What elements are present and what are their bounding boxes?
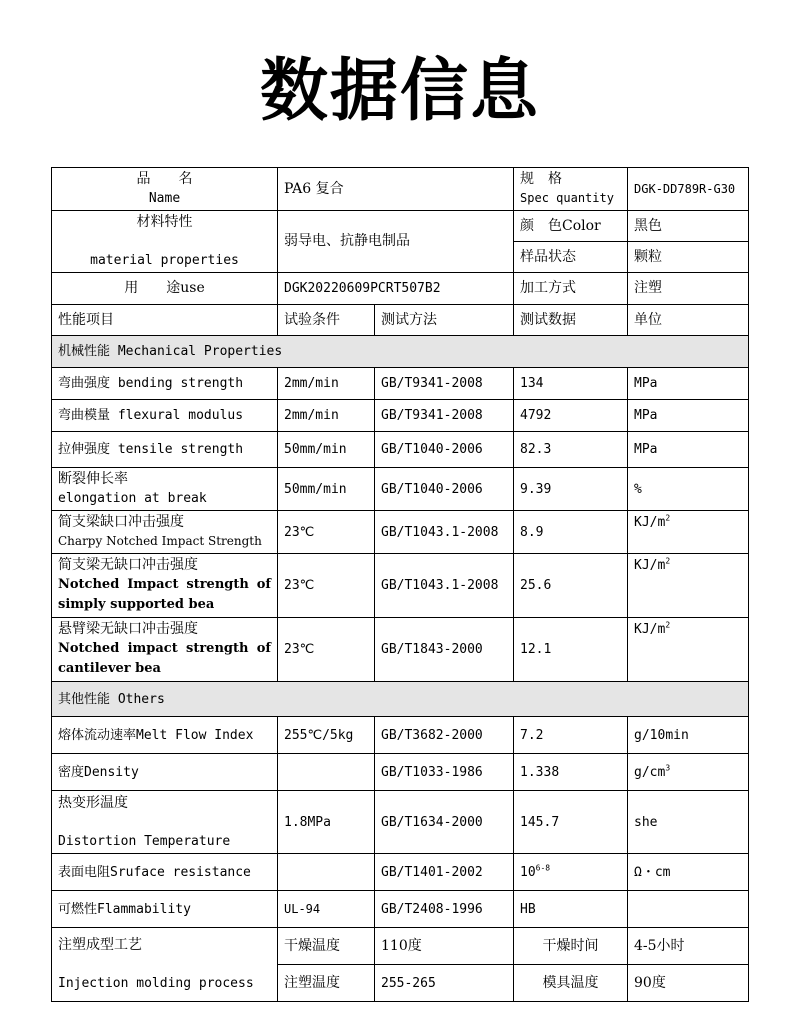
process-label: 加工方式 bbox=[514, 273, 628, 305]
value-cell: 10$^{6-8}$ bbox=[514, 854, 628, 891]
value-cell: 9.39 bbox=[514, 468, 628, 511]
dry-temp-value: 110度 bbox=[375, 928, 514, 965]
item-cell: 表面电阻Sruface resistance bbox=[52, 854, 278, 891]
unit-cell: MPa bbox=[628, 432, 749, 468]
mold-temp-value: 90度 bbox=[628, 965, 749, 1002]
use-value: DGK20220609PCRT507B2 bbox=[278, 273, 514, 305]
unit-cell: $KJ/m^2$ bbox=[628, 618, 749, 682]
data-sheet-table bbox=[51, 167, 749, 1002]
spec-value: DGK-DD789R-G30 bbox=[628, 168, 749, 211]
table-row bbox=[52, 400, 749, 432]
condition-cell: 2mm/min bbox=[278, 368, 375, 400]
value-cell: 12.1 bbox=[514, 618, 628, 682]
item-cell: 密度Density bbox=[52, 754, 278, 791]
use-label: 用 途use bbox=[52, 273, 278, 305]
mold-temp-label: 模具温度 bbox=[514, 965, 628, 1002]
method-cell: GB/T2408-1996 bbox=[375, 891, 514, 928]
unit-cell: she bbox=[628, 791, 749, 854]
column-header: 单位 bbox=[628, 305, 749, 336]
table-row bbox=[52, 891, 749, 928]
value-cell: HB bbox=[514, 891, 628, 928]
condition-cell: 50mm/min bbox=[278, 432, 375, 468]
method-cell: GB/T3682-2000 bbox=[375, 717, 514, 754]
color-label: 颜 色Color bbox=[514, 211, 628, 242]
column-header: 测试数据 bbox=[514, 305, 628, 336]
condition-cell bbox=[278, 854, 375, 891]
color-value: 黑色 bbox=[628, 211, 749, 242]
dry-temp-label: 干燥温度 bbox=[278, 928, 375, 965]
section-header-others bbox=[52, 682, 749, 717]
section-title: 其他性能 Others bbox=[52, 682, 749, 717]
unit-cell: MPa bbox=[628, 400, 749, 432]
item-cell: 简支梁无缺口冲击强度 Notched Impact strength of simply supported bea bbox=[52, 554, 278, 618]
column-header: 测试方法 bbox=[375, 305, 514, 336]
unit-cell bbox=[628, 891, 749, 928]
table-row bbox=[52, 717, 749, 754]
method-cell: GB/T9341-2008 bbox=[375, 368, 514, 400]
item-cell: 热变形温度 Distortion Temperature bbox=[52, 791, 278, 854]
value-cell: 7.2 bbox=[514, 717, 628, 754]
table-row bbox=[52, 928, 749, 965]
method-cell: GB/T1401-2002 bbox=[375, 854, 514, 891]
value-cell: 8.9 bbox=[514, 511, 628, 554]
method-cell: GB/T1043.1-2008 bbox=[375, 511, 514, 554]
condition-cell: 23℃ bbox=[278, 511, 375, 554]
unit-cell: $KJ/m^2$ bbox=[628, 511, 749, 554]
unit-cell: $KJ/m^2$ bbox=[628, 554, 749, 618]
column-header: 性能项目 bbox=[52, 305, 278, 336]
table-row bbox=[52, 468, 749, 511]
spec-label: 规 格 Spec quantity bbox=[514, 168, 628, 211]
item-cell: 简支梁缺口冲击强度 Charpy Notched Impact Strength bbox=[52, 511, 278, 554]
condition-cell: 23℃ bbox=[278, 618, 375, 682]
sample-label: 样品状态 bbox=[514, 242, 628, 273]
condition-cell bbox=[278, 754, 375, 791]
page-title: 数据信息 bbox=[259, 52, 540, 131]
item-cell: 可燃性Flammability bbox=[52, 891, 278, 928]
table-row bbox=[52, 754, 749, 791]
column-header-row bbox=[52, 305, 749, 336]
value-cell: 82.3 bbox=[514, 432, 628, 468]
unit-cell: Ω・cm bbox=[628, 854, 749, 891]
table-row bbox=[52, 791, 749, 854]
method-cell: GB/T1634-2000 bbox=[375, 791, 514, 854]
value-cell: 4792 bbox=[514, 400, 628, 432]
condition-cell: UL-94 bbox=[278, 891, 375, 928]
dry-time-label: 干燥时间 bbox=[514, 928, 628, 965]
table-row bbox=[52, 854, 749, 891]
item-cell: 弯曲模量 flexural modulus bbox=[52, 400, 278, 432]
value-cell: 25.6 bbox=[514, 554, 628, 618]
dry-time-value: 4-5小时 bbox=[628, 928, 749, 965]
name-label: 品 名 Name bbox=[52, 168, 278, 211]
value-cell: 134 bbox=[514, 368, 628, 400]
molding-label: 注塑成型工艺 Injection molding process bbox=[52, 928, 278, 1002]
condition-cell: 255℃/5kg bbox=[278, 717, 375, 754]
inj-temp-value: 255-265 bbox=[375, 965, 514, 1002]
condition-cell: 1.8MPa bbox=[278, 791, 375, 854]
item-cell: 弯曲强度 bending strength bbox=[52, 368, 278, 400]
name-value: PA6 复合 bbox=[278, 168, 514, 211]
condition-cell: 50mm/min bbox=[278, 468, 375, 511]
table-row bbox=[52, 618, 749, 682]
table-row bbox=[52, 554, 749, 618]
inj-temp-label: 注塑温度 bbox=[278, 965, 375, 1002]
unit-cell: % bbox=[628, 468, 749, 511]
table-row bbox=[52, 511, 749, 554]
item-cell: 悬臂梁无缺口冲击强度 Notched impact strength of cantilever bea bbox=[52, 618, 278, 682]
item-cell: 拉伸强度 tensile strength bbox=[52, 432, 278, 468]
item-cell: 熔体流动速率Melt Flow Index bbox=[52, 717, 278, 754]
item-cell: 断裂伸长率 elongation at break bbox=[52, 468, 278, 511]
unit-cell: MPa bbox=[628, 368, 749, 400]
table-row bbox=[52, 273, 749, 305]
method-cell: GB/T1843-2000 bbox=[375, 618, 514, 682]
material-value: 弱导电、抗静电制品 bbox=[278, 211, 514, 273]
section-title: 机械性能 Mechanical Properties bbox=[52, 336, 749, 368]
column-header: 试验条件 bbox=[278, 305, 375, 336]
table-row bbox=[52, 432, 749, 468]
table-row bbox=[52, 368, 749, 400]
method-cell: GB/T1040-2006 bbox=[375, 468, 514, 511]
value-cell: 1.338 bbox=[514, 754, 628, 791]
method-cell: GB/T1033-1986 bbox=[375, 754, 514, 791]
process-value: 注塑 bbox=[628, 273, 749, 305]
unit-cell: g/10min bbox=[628, 717, 749, 754]
value-cell: 145.7 bbox=[514, 791, 628, 854]
section-header-mechanical bbox=[52, 336, 749, 368]
table-row bbox=[52, 168, 749, 211]
table-row bbox=[52, 211, 749, 242]
condition-cell: 2mm/min bbox=[278, 400, 375, 432]
method-cell: GB/T9341-2008 bbox=[375, 400, 514, 432]
method-cell: GB/T1043.1-2008 bbox=[375, 554, 514, 618]
unit-cell: $g/cm^3$ bbox=[628, 754, 749, 791]
sample-value: 颗粒 bbox=[628, 242, 749, 273]
method-cell: GB/T1040-2006 bbox=[375, 432, 514, 468]
material-label: 材料特性 material properties bbox=[52, 211, 278, 273]
condition-cell: 23℃ bbox=[278, 554, 375, 618]
